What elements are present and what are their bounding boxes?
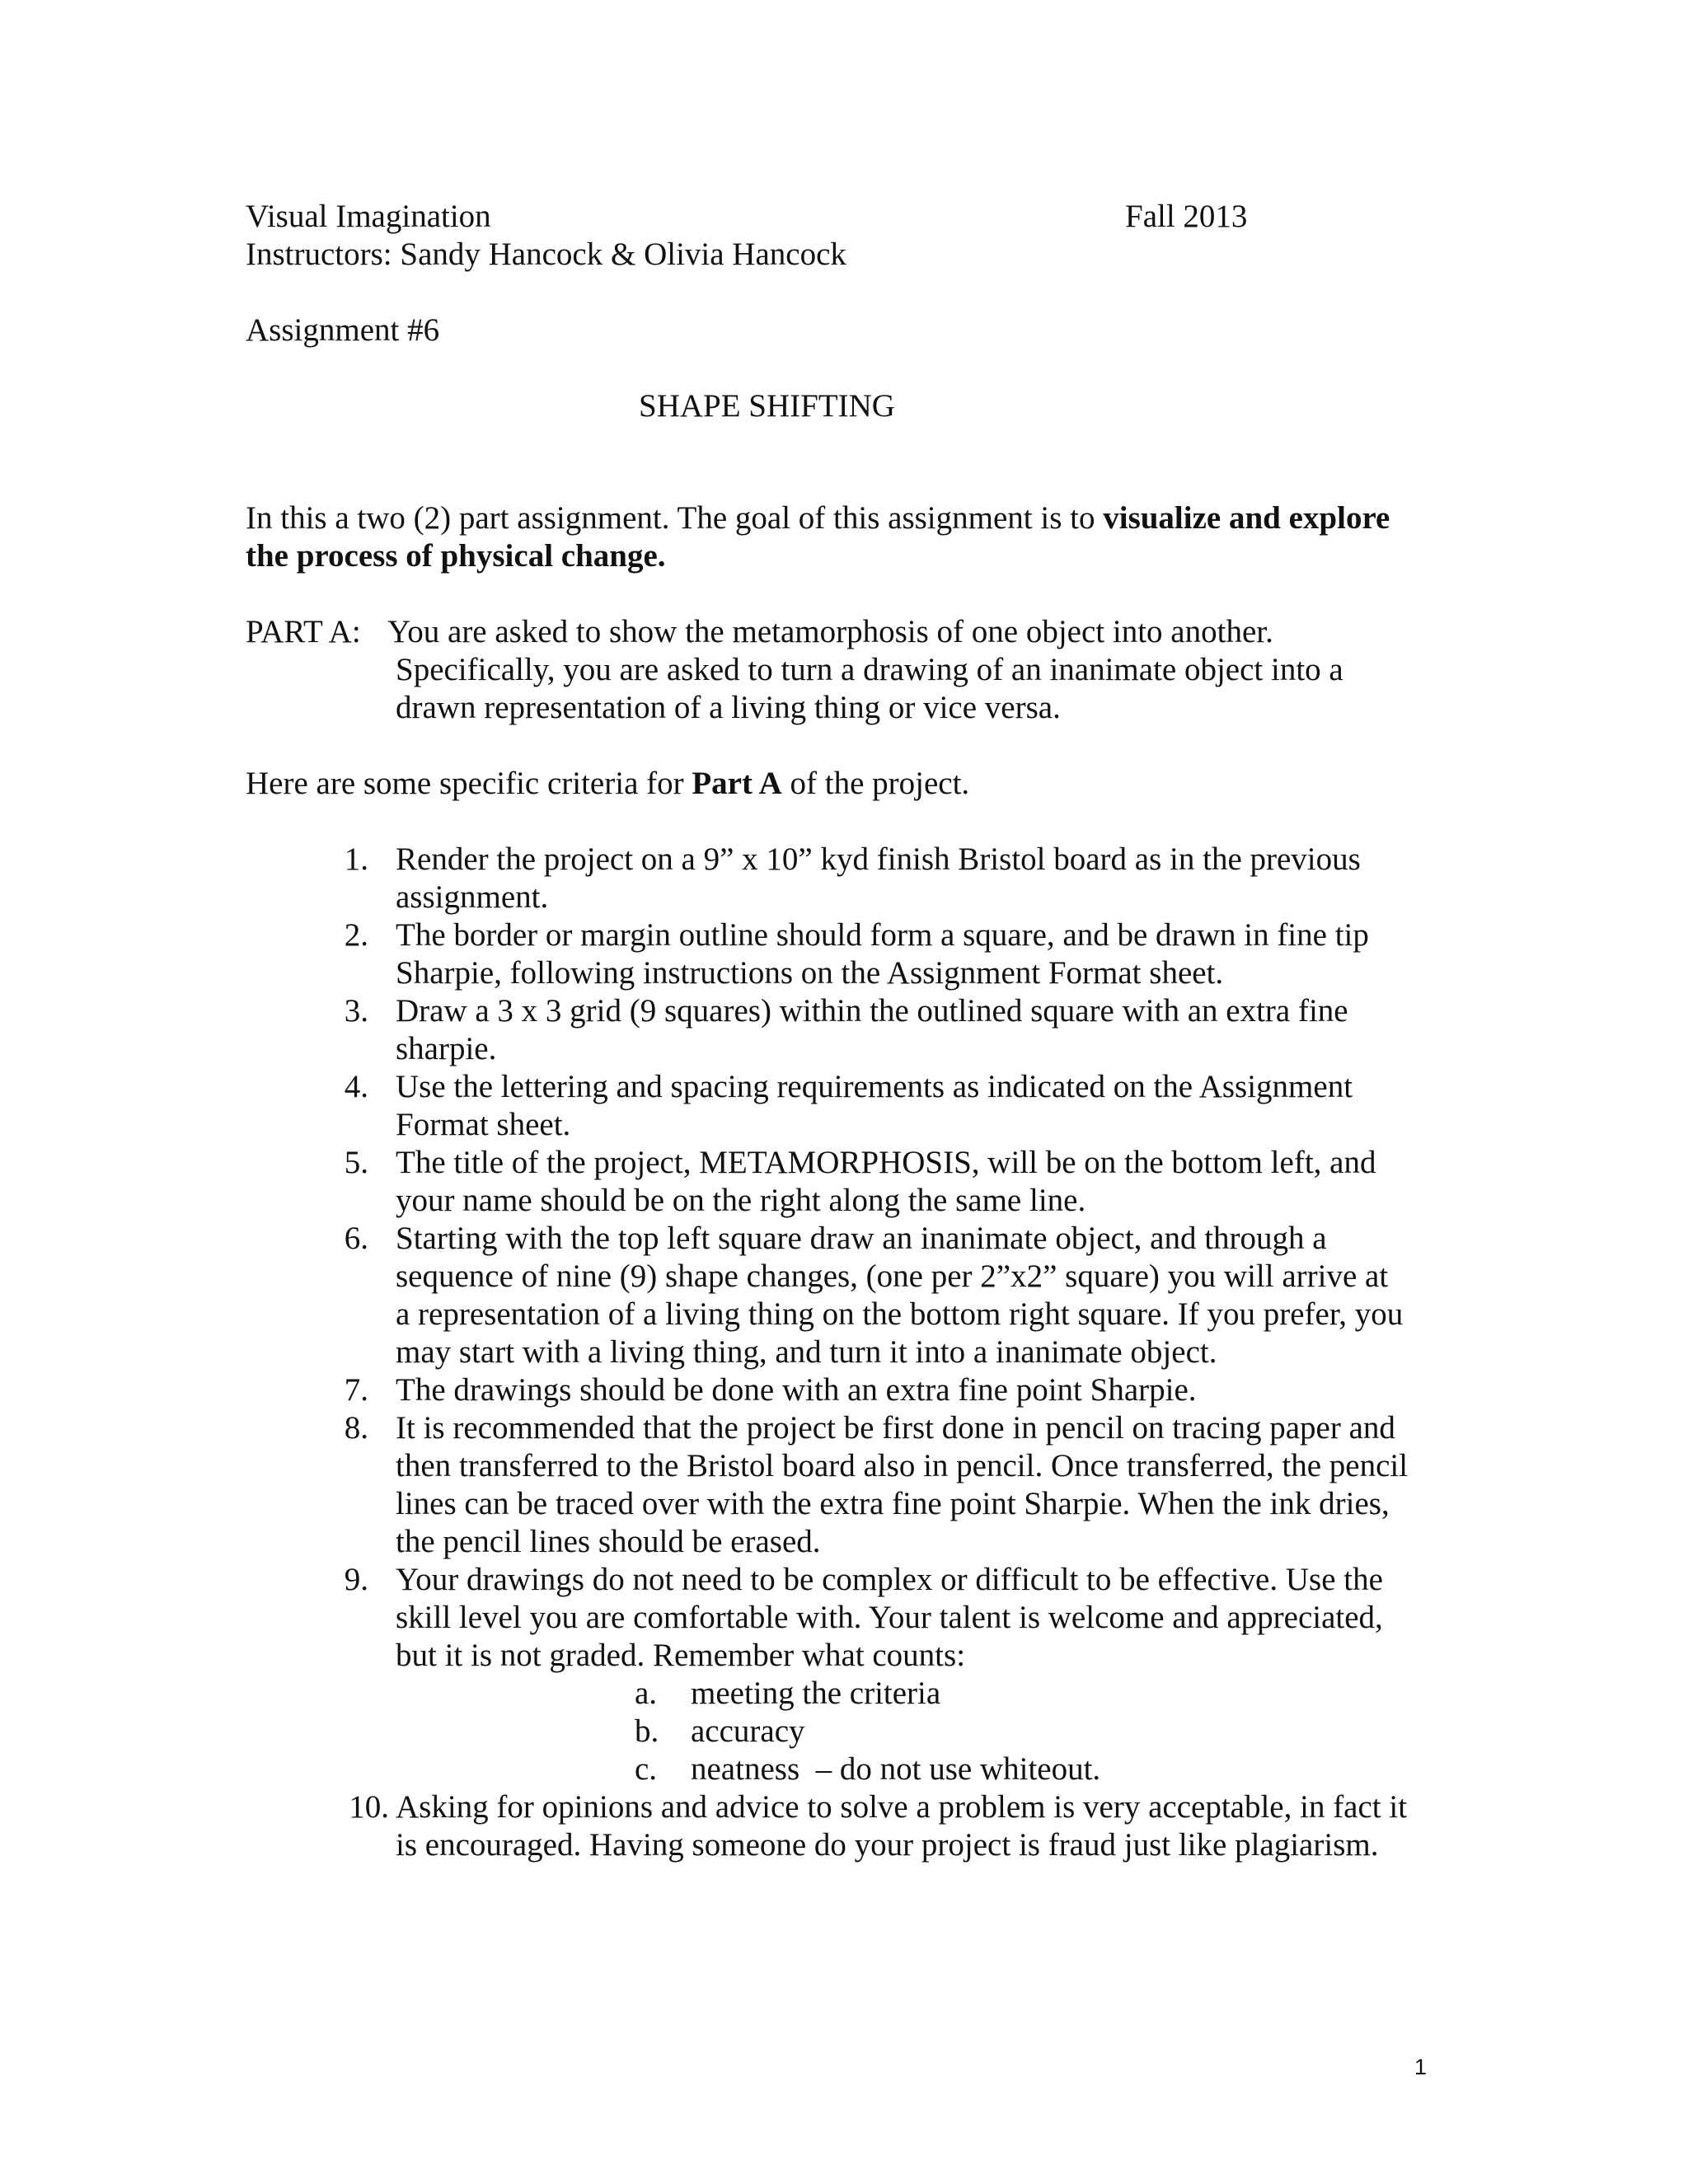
part-a-line-2: Specifically, you are asked to turn a drawing of an inanimate object into a: [396, 652, 1343, 687]
list-item-number: 2.: [344, 917, 368, 953]
list-item-number: 1.: [344, 841, 368, 877]
list-item-number: 4.: [344, 1069, 368, 1104]
criteria-intro-bold: Part A: [692, 766, 782, 801]
criteria-intro-tail: of the project.: [781, 766, 970, 801]
list-item-number: 6.: [344, 1221, 368, 1256]
sub-item-letter: c.: [635, 1751, 658, 1787]
list-item-number: 3.: [344, 993, 368, 1029]
assignment-number: Assignment #6: [246, 312, 440, 348]
list-item-line: Draw a 3 x 3 grid (9 squares) within the outlined square with an extra fine: [396, 993, 1348, 1029]
list-item-line: may start with a living thing, and turn it into a inanimate object.: [396, 1334, 1217, 1370]
list-item-line: The title of the project, METAMORPHOSIS, will be on the bottom left, and: [396, 1145, 1376, 1180]
list-item-line: Asking for opinions and advice to solve a problem is very acceptable, in fact it: [396, 1789, 1408, 1825]
list-item-line: Starting with the top left square draw an inanimate object, and through a: [396, 1221, 1327, 1256]
list-item-line: your name should be on the right along the same line.: [396, 1183, 1086, 1218]
intro-line-2: [246, 537, 666, 575]
sub-item-text: meeting the criteria: [691, 1675, 941, 1711]
list-item-line: assignment.: [396, 879, 549, 915]
intro-text: In this a two (2) part assignment. The goal of this assignment is to: [246, 500, 1104, 536]
part-a-line-3: drawn representation of a living thing or vice versa.: [396, 690, 1061, 725]
criteria-intro: [246, 765, 969, 803]
intro-emphasis: visualize and explore: [1103, 500, 1390, 536]
list-item-line: but it is not graded. Remember what counts:: [396, 1638, 966, 1673]
list-item-line: Your drawings do not need to be complex or difficult to be effective. Use the: [396, 1562, 1383, 1597]
list-item-number: 9.: [344, 1562, 368, 1597]
term-label: Fall 2013: [1125, 199, 1248, 234]
page-number: 1: [1414, 2055, 1428, 2079]
list-item-number: 5.: [344, 1145, 368, 1180]
list-item-line: a representation of a living thing on the bottom right square. If you prefer, you: [396, 1296, 1404, 1332]
instructors-line: Instructors: Sandy Hancock & Olivia Hancock: [246, 237, 846, 272]
list-item-line: skill level you are comfortable with. Your talent is welcome and appreciated,: [396, 1600, 1383, 1635]
list-item-line: Render the project on a 9” x 10” kyd finish Bristol board as in the previous: [396, 841, 1361, 877]
list-item-line: sharpie.: [396, 1031, 497, 1066]
page-title: SHAPE SHIFTING: [639, 388, 895, 424]
list-item-line: The drawings should be done with an extra fine point Sharpie.: [396, 1372, 1197, 1408]
sub-item-letter: b.: [635, 1713, 659, 1749]
sub-item-text: accuracy: [691, 1713, 805, 1749]
list-item-line: the pencil lines should be erased.: [396, 1524, 821, 1559]
criteria-intro-text: Here are some specific criteria for: [246, 766, 692, 801]
list-item-line: It is recommended that the project be first done in pencil on tracing paper and: [396, 1410, 1395, 1446]
part-a-line-1: You are asked to show the metamorphosis of one object into another.: [387, 614, 1273, 649]
list-item-number: 10.: [349, 1789, 389, 1825]
course-title: Visual Imagination: [246, 199, 491, 234]
sub-item-letter: a.: [635, 1675, 658, 1711]
intro-emphasis-2: the process of physical change.: [246, 538, 666, 574]
list-item-line: sequence of nine (9) shape changes, (one per 2”x2” square) you will arrive at: [396, 1258, 1389, 1294]
list-item-line: lines can be traced over with the extra fine point Sharpie. When the ink dries,: [396, 1486, 1390, 1521]
part-a-label: PART A:: [246, 614, 361, 649]
list-item-line: is encouraged. Having someone do your project is fraud just like plagiarism.: [396, 1827, 1379, 1863]
list-item-line: Format sheet.: [396, 1107, 571, 1142]
list-item-line: then transferred to the Bristol board also in pencil. Once transferred, the pencil: [396, 1448, 1409, 1483]
intro-line-1: [246, 499, 1390, 537]
list-item-line: Use the lettering and spacing requirements as indicated on the Assignment: [396, 1069, 1353, 1104]
list-item-line: Sharpie, following instructions on the Assignment Format sheet.: [396, 955, 1224, 991]
list-item-number: 8.: [344, 1410, 368, 1446]
list-item-line: The border or margin outline should form a square, and be drawn in fine tip: [396, 917, 1369, 953]
sub-item-text: neatness – do not use whiteout.: [691, 1751, 1101, 1787]
list-item-number: 7.: [344, 1372, 368, 1408]
